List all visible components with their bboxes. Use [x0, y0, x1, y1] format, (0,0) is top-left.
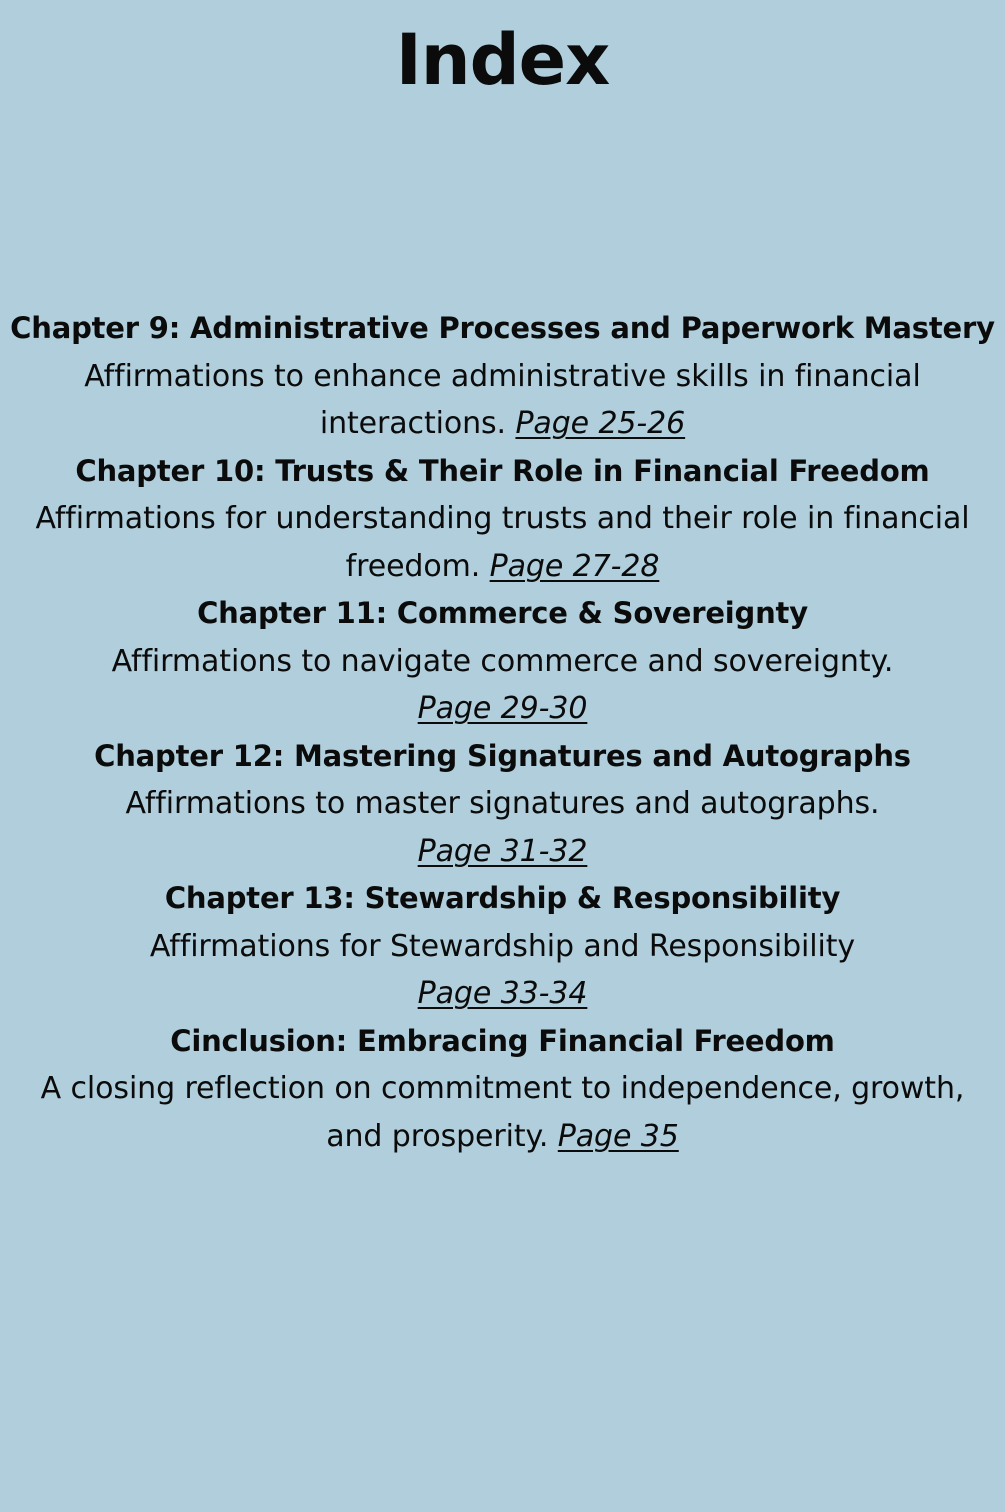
chapter-title: Cinclusion: Embracing Financial Freedom [170, 1023, 835, 1058]
description-text: A closing reflection on commitment to independence, growth, and prosperity. [40, 1071, 965, 1154]
description-text: Affirmations to navigate commerce and sovereignty. [111, 643, 894, 679]
index-entries [8, 305, 997, 1160]
description-text: Affirmations for understanding trusts and their role in financial freedom. [35, 501, 970, 584]
index-entry-chapter-9 [8, 305, 997, 448]
page-reference-link[interactable]: Page 27-28 [489, 548, 660, 584]
description-text: Affirmations to enhance administrative skills in financial interactions. [84, 358, 921, 441]
chapter-description [8, 1065, 997, 1160]
page-reference-link[interactable]: Page 25-26 [515, 406, 686, 441]
chapter-description [8, 638, 997, 733]
chapter-description [8, 495, 997, 590]
chapter-title: Chapter 12: Mastering Signatures and Autographs [94, 738, 911, 773]
chapter-title: Chapter 11: Commerce & Sovereignty [197, 596, 808, 630]
page-reference-link[interactable]: Page 31-32 [417, 833, 588, 869]
chapter-description [8, 923, 997, 1018]
index-entry-conclusion [8, 1018, 997, 1161]
chapter-description [8, 780, 997, 875]
page-title: Index [395, 19, 610, 101]
index-entry-chapter-13 [8, 875, 997, 1018]
chapter-description [8, 353, 997, 448]
chapter-title: Chapter 9: Administrative Processes and Paperwork Mastery [10, 311, 995, 345]
page-reference-link[interactable]: Page 33-34 [417, 976, 588, 1011]
description-text: Affirmations for Stewardship and Responsibility [149, 928, 856, 964]
description-text: Affirmations to master signatures and autographs. [125, 786, 880, 821]
index-entry-chapter-12 [8, 733, 997, 876]
chapter-title: Chapter 13: Stewardship & Responsibility [164, 881, 841, 915]
index-entry-chapter-10 [8, 448, 997, 591]
page-reference-link[interactable]: Page 29-30 [417, 691, 588, 726]
page-reference-link[interactable]: Page 35 [557, 1118, 679, 1154]
index-entry-chapter-11 [8, 590, 997, 733]
chapter-title: Chapter 10: Trusts & Their Role in Financial Freedom [75, 453, 930, 488]
